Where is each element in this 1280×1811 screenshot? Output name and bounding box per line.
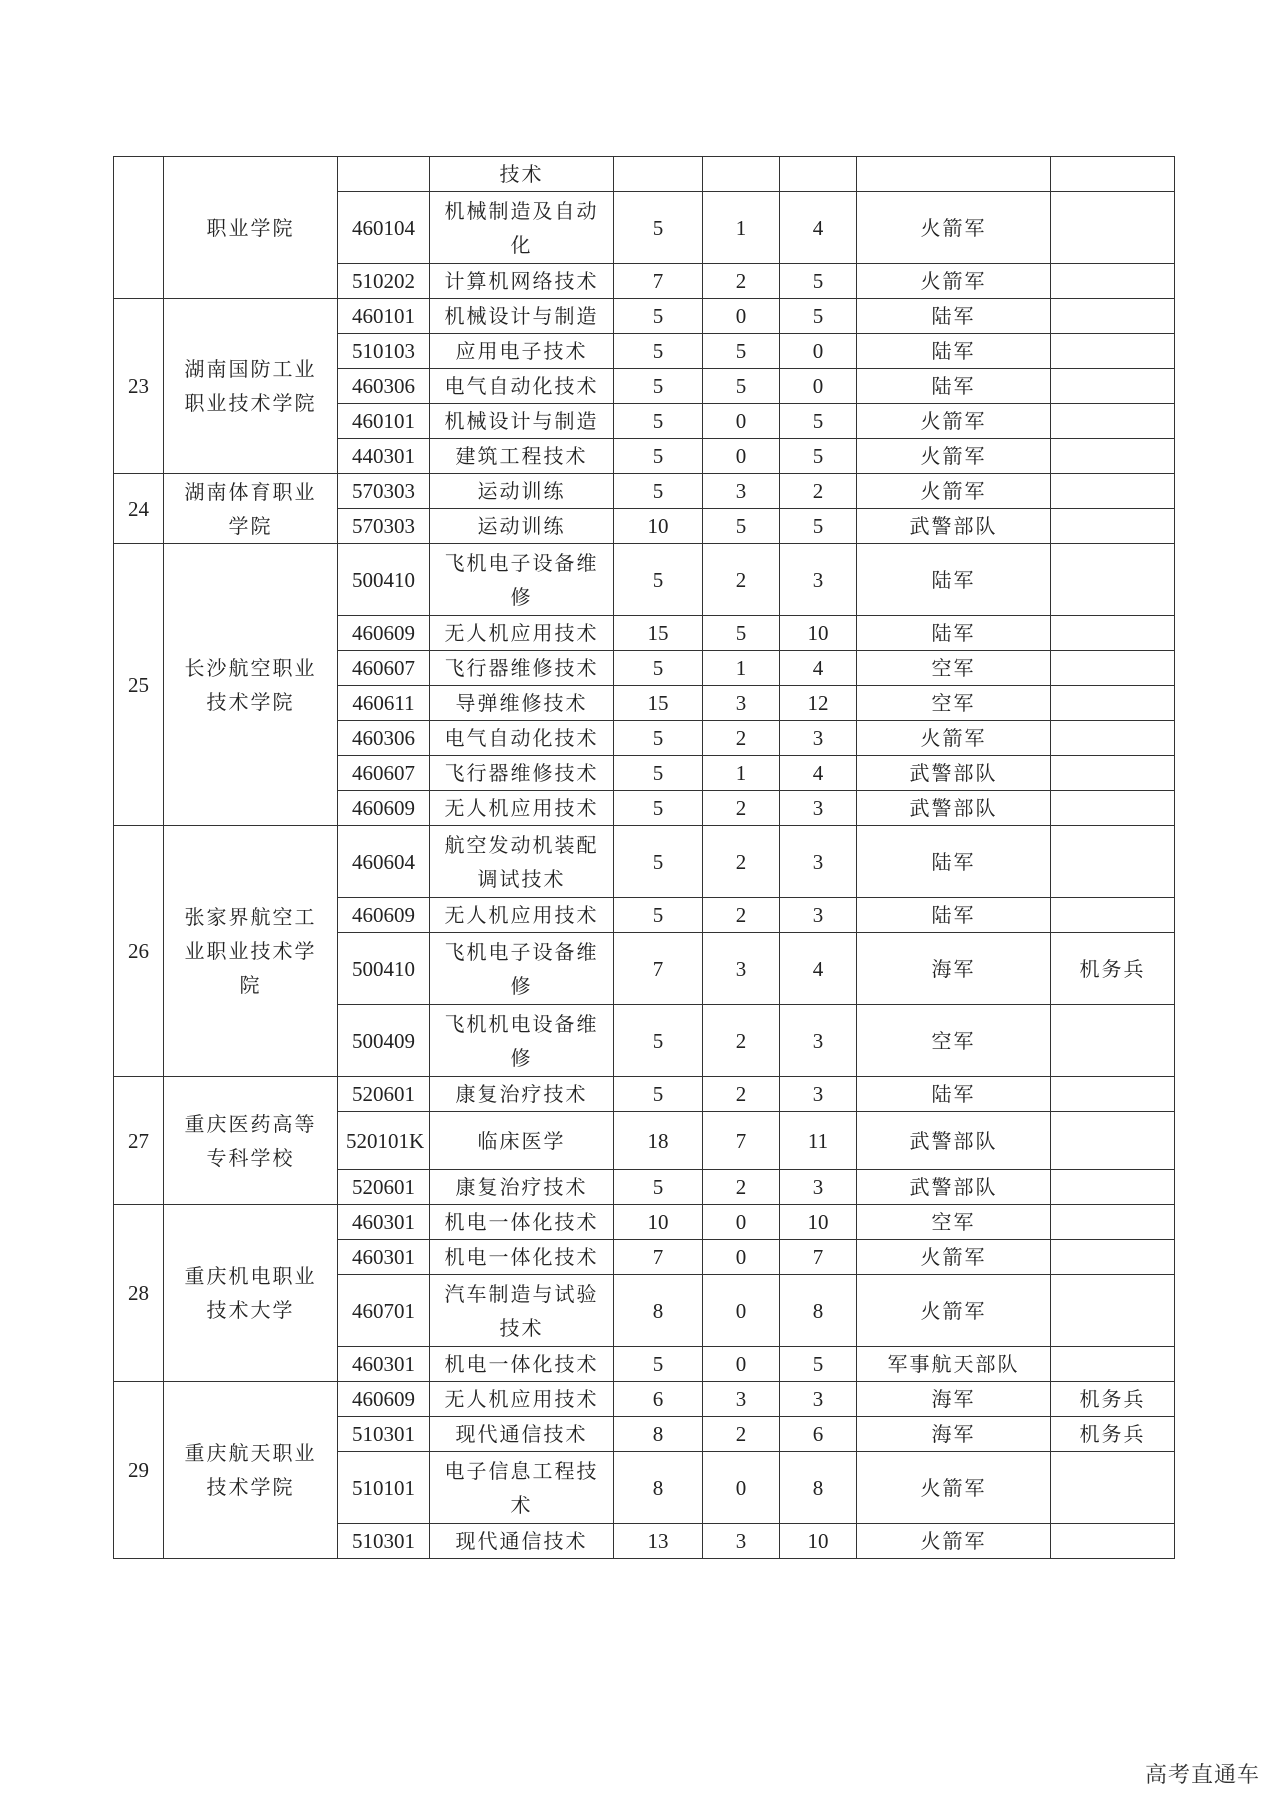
row-index: 28 bbox=[114, 1205, 164, 1382]
major-name: 机电一体化技术 bbox=[430, 1205, 614, 1240]
plan-male: 0 bbox=[703, 299, 780, 334]
major-code: 460306 bbox=[338, 369, 430, 404]
plan-male: 3 bbox=[703, 474, 780, 509]
major-name: 康复治疗技术 bbox=[430, 1170, 614, 1205]
major-code: 510101 bbox=[338, 1452, 430, 1524]
plan-male: 5 bbox=[703, 509, 780, 544]
row-index: 25 bbox=[114, 544, 164, 826]
major-code: 460604 bbox=[338, 826, 430, 898]
major-name: 无人机应用技术 bbox=[430, 898, 614, 933]
plan-total bbox=[614, 157, 703, 192]
major-code: 570303 bbox=[338, 509, 430, 544]
plan-female: 11 bbox=[780, 1112, 857, 1170]
major-name: 无人机应用技术 bbox=[430, 1382, 614, 1417]
plan-female: 0 bbox=[780, 369, 857, 404]
service-branch: 火箭军 bbox=[857, 1240, 1051, 1275]
plan-total: 10 bbox=[614, 1205, 703, 1240]
major-name: 应用电子技术 bbox=[430, 334, 614, 369]
remark bbox=[1051, 299, 1175, 334]
plan-male: 3 bbox=[703, 1524, 780, 1559]
major-name: 航空发动机装配调试技术 bbox=[430, 826, 614, 898]
plan-male: 7 bbox=[703, 1112, 780, 1170]
plan-female: 5 bbox=[780, 509, 857, 544]
row-index: 26 bbox=[114, 826, 164, 1077]
major-code: 460609 bbox=[338, 616, 430, 651]
service-branch: 陆军 bbox=[857, 299, 1051, 334]
plan-female: 10 bbox=[780, 1205, 857, 1240]
source-watermark: 高考直通车 bbox=[1144, 1763, 1260, 1788]
plan-female: 3 bbox=[780, 1170, 857, 1205]
major-code: 460607 bbox=[338, 756, 430, 791]
major-code: 460301 bbox=[338, 1240, 430, 1275]
remark bbox=[1051, 1240, 1175, 1275]
row-index: 24 bbox=[114, 474, 164, 544]
major-name: 电气自动化技术 bbox=[430, 721, 614, 756]
plan-total: 5 bbox=[614, 756, 703, 791]
plan-male: 2 bbox=[703, 1005, 780, 1077]
plan-total: 5 bbox=[614, 826, 703, 898]
major-code: 460301 bbox=[338, 1347, 430, 1382]
school-name: 重庆航天职业技术学院 bbox=[164, 1382, 338, 1559]
table-row bbox=[114, 474, 1175, 509]
major-code: 520601 bbox=[338, 1170, 430, 1205]
plan-female: 5 bbox=[780, 264, 857, 299]
major-name: 建筑工程技术 bbox=[430, 439, 614, 474]
table-row bbox=[114, 826, 1175, 898]
plan-female: 3 bbox=[780, 791, 857, 826]
major-code: 510301 bbox=[338, 1524, 430, 1559]
remark bbox=[1051, 651, 1175, 686]
plan-male: 2 bbox=[703, 1077, 780, 1112]
service-branch: 火箭军 bbox=[857, 404, 1051, 439]
plan-male: 2 bbox=[703, 264, 780, 299]
service-branch: 空军 bbox=[857, 1005, 1051, 1077]
major-name: 飞机机电设备维修 bbox=[430, 1005, 614, 1077]
major-code: 460101 bbox=[338, 299, 430, 334]
service-branch: 陆军 bbox=[857, 334, 1051, 369]
plan-male bbox=[703, 157, 780, 192]
plan-female: 3 bbox=[780, 898, 857, 933]
plan-female: 6 bbox=[780, 1417, 857, 1452]
plan-male: 1 bbox=[703, 756, 780, 791]
remark bbox=[1051, 192, 1175, 264]
service-branch: 火箭军 bbox=[857, 192, 1051, 264]
service-branch: 空军 bbox=[857, 1205, 1051, 1240]
remark bbox=[1051, 756, 1175, 791]
plan-total: 5 bbox=[614, 1170, 703, 1205]
plan-male: 0 bbox=[703, 404, 780, 439]
major-name: 临床医学 bbox=[430, 1112, 614, 1170]
plan-male: 0 bbox=[703, 1205, 780, 1240]
service-branch bbox=[857, 157, 1051, 192]
plan-total: 5 bbox=[614, 898, 703, 933]
major-name: 计算机网络技术 bbox=[430, 264, 614, 299]
major-code: 460611 bbox=[338, 686, 430, 721]
plan-total: 10 bbox=[614, 509, 703, 544]
service-branch: 陆军 bbox=[857, 826, 1051, 898]
remark bbox=[1051, 404, 1175, 439]
plan-female: 3 bbox=[780, 1382, 857, 1417]
table-row bbox=[114, 544, 1175, 616]
service-branch: 武警部队 bbox=[857, 791, 1051, 826]
remark bbox=[1051, 791, 1175, 826]
plan-male: 0 bbox=[703, 1275, 780, 1347]
major-name: 电气自动化技术 bbox=[430, 369, 614, 404]
plan-male: 0 bbox=[703, 439, 780, 474]
plan-female: 10 bbox=[780, 616, 857, 651]
table-row bbox=[114, 1077, 1175, 1112]
plan-female: 3 bbox=[780, 544, 857, 616]
school-name: 张家界航空工业职业技术学院 bbox=[164, 826, 338, 1077]
major-code: 460701 bbox=[338, 1275, 430, 1347]
major-name: 导弹维修技术 bbox=[430, 686, 614, 721]
major-code: 510202 bbox=[338, 264, 430, 299]
major-code bbox=[338, 157, 430, 192]
plan-male: 3 bbox=[703, 1382, 780, 1417]
plan-total: 5 bbox=[614, 404, 703, 439]
major-name: 现代通信技术 bbox=[430, 1524, 614, 1559]
service-branch: 海军 bbox=[857, 1382, 1051, 1417]
plan-total: 5 bbox=[614, 299, 703, 334]
remark bbox=[1051, 721, 1175, 756]
plan-total: 13 bbox=[614, 1524, 703, 1559]
service-branch: 火箭军 bbox=[857, 1275, 1051, 1347]
school-name: 重庆医药高等专科学校 bbox=[164, 1077, 338, 1205]
service-branch: 陆军 bbox=[857, 616, 1051, 651]
plan-total: 5 bbox=[614, 1077, 703, 1112]
service-branch: 武警部队 bbox=[857, 1170, 1051, 1205]
plan-female: 4 bbox=[780, 756, 857, 791]
major-code: 500410 bbox=[338, 933, 430, 1005]
major-name: 现代通信技术 bbox=[430, 1417, 614, 1452]
plan-male: 2 bbox=[703, 1170, 780, 1205]
service-branch: 武警部队 bbox=[857, 756, 1051, 791]
remark bbox=[1051, 1005, 1175, 1077]
major-code: 460609 bbox=[338, 898, 430, 933]
major-code: 500409 bbox=[338, 1005, 430, 1077]
service-branch: 火箭军 bbox=[857, 474, 1051, 509]
plan-female bbox=[780, 157, 857, 192]
table-row bbox=[114, 1382, 1175, 1417]
plan-male: 1 bbox=[703, 192, 780, 264]
major-code: 520601 bbox=[338, 1077, 430, 1112]
remark bbox=[1051, 1275, 1175, 1347]
row-index: 23 bbox=[114, 299, 164, 474]
plan-total: 8 bbox=[614, 1452, 703, 1524]
remark bbox=[1051, 334, 1175, 369]
remark bbox=[1051, 474, 1175, 509]
plan-total: 15 bbox=[614, 616, 703, 651]
remark bbox=[1051, 1524, 1175, 1559]
major-code: 460104 bbox=[338, 192, 430, 264]
plan-male: 5 bbox=[703, 334, 780, 369]
plan-female: 7 bbox=[780, 1240, 857, 1275]
plan-male: 2 bbox=[703, 721, 780, 756]
plan-male: 2 bbox=[703, 791, 780, 826]
plan-female: 4 bbox=[780, 933, 857, 1005]
plan-male: 5 bbox=[703, 616, 780, 651]
plan-male: 5 bbox=[703, 369, 780, 404]
plan-female: 0 bbox=[780, 334, 857, 369]
plan-male: 0 bbox=[703, 1347, 780, 1382]
remark bbox=[1051, 898, 1175, 933]
plan-female: 8 bbox=[780, 1452, 857, 1524]
service-branch: 武警部队 bbox=[857, 509, 1051, 544]
remark: 机务兵 bbox=[1051, 1382, 1175, 1417]
service-branch: 火箭军 bbox=[857, 439, 1051, 474]
plan-total: 5 bbox=[614, 369, 703, 404]
service-branch: 火箭军 bbox=[857, 721, 1051, 756]
service-branch: 海军 bbox=[857, 933, 1051, 1005]
plan-male: 1 bbox=[703, 651, 780, 686]
major-name: 技术 bbox=[430, 157, 614, 192]
school-name: 湖南体育职业学院 bbox=[164, 474, 338, 544]
plan-total: 18 bbox=[614, 1112, 703, 1170]
service-branch: 空军 bbox=[857, 651, 1051, 686]
service-branch: 海军 bbox=[857, 1417, 1051, 1452]
plan-female: 2 bbox=[780, 474, 857, 509]
plan-total: 5 bbox=[614, 721, 703, 756]
service-branch: 陆军 bbox=[857, 369, 1051, 404]
service-branch: 火箭军 bbox=[857, 1524, 1051, 1559]
service-branch: 陆军 bbox=[857, 1077, 1051, 1112]
enrollment-table bbox=[113, 156, 1175, 1559]
major-code: 500410 bbox=[338, 544, 430, 616]
remark bbox=[1051, 1205, 1175, 1240]
plan-male: 3 bbox=[703, 933, 780, 1005]
plan-total: 8 bbox=[614, 1417, 703, 1452]
major-code: 460609 bbox=[338, 791, 430, 826]
plan-total: 5 bbox=[614, 192, 703, 264]
plan-female: 3 bbox=[780, 1077, 857, 1112]
row-index: 29 bbox=[114, 1382, 164, 1559]
plan-female: 5 bbox=[780, 439, 857, 474]
service-branch: 空军 bbox=[857, 686, 1051, 721]
table-row bbox=[114, 157, 1175, 192]
plan-total: 15 bbox=[614, 686, 703, 721]
table-row bbox=[114, 1205, 1175, 1240]
plan-total: 6 bbox=[614, 1382, 703, 1417]
plan-female: 4 bbox=[780, 192, 857, 264]
remark bbox=[1051, 1347, 1175, 1382]
remark bbox=[1051, 1077, 1175, 1112]
plan-total: 7 bbox=[614, 264, 703, 299]
plan-female: 3 bbox=[780, 1005, 857, 1077]
plan-total: 7 bbox=[614, 1240, 703, 1275]
major-name: 运动训练 bbox=[430, 474, 614, 509]
major-name: 康复治疗技术 bbox=[430, 1077, 614, 1112]
plan-male: 2 bbox=[703, 826, 780, 898]
service-branch: 火箭军 bbox=[857, 264, 1051, 299]
plan-total: 5 bbox=[614, 791, 703, 826]
plan-total: 5 bbox=[614, 651, 703, 686]
plan-male: 0 bbox=[703, 1452, 780, 1524]
remark bbox=[1051, 509, 1175, 544]
plan-male: 3 bbox=[703, 686, 780, 721]
plan-female: 5 bbox=[780, 299, 857, 334]
remark bbox=[1051, 157, 1175, 192]
major-name: 机械设计与制造 bbox=[430, 299, 614, 334]
plan-male: 2 bbox=[703, 898, 780, 933]
plan-total: 7 bbox=[614, 933, 703, 1005]
remark bbox=[1051, 369, 1175, 404]
major-code: 460101 bbox=[338, 404, 430, 439]
major-name: 机电一体化技术 bbox=[430, 1347, 614, 1382]
school-name: 湖南国防工业职业技术学院 bbox=[164, 299, 338, 474]
remark bbox=[1051, 686, 1175, 721]
school-name: 长沙航空职业技术学院 bbox=[164, 544, 338, 826]
major-code: 510301 bbox=[338, 1417, 430, 1452]
plan-male: 2 bbox=[703, 1417, 780, 1452]
plan-female: 3 bbox=[780, 721, 857, 756]
remark: 机务兵 bbox=[1051, 1417, 1175, 1452]
row-index bbox=[114, 157, 164, 299]
major-code: 570303 bbox=[338, 474, 430, 509]
service-branch: 火箭军 bbox=[857, 1452, 1051, 1524]
plan-female: 4 bbox=[780, 651, 857, 686]
remark bbox=[1051, 544, 1175, 616]
plan-total: 5 bbox=[614, 439, 703, 474]
major-name: 飞机电子设备维修 bbox=[430, 933, 614, 1005]
major-name: 机电一体化技术 bbox=[430, 1240, 614, 1275]
major-name: 电子信息工程技术 bbox=[430, 1452, 614, 1524]
remark bbox=[1051, 826, 1175, 898]
plan-male: 2 bbox=[703, 544, 780, 616]
plan-female: 8 bbox=[780, 1275, 857, 1347]
major-code: 460301 bbox=[338, 1205, 430, 1240]
remark: 机务兵 bbox=[1051, 933, 1175, 1005]
plan-total: 5 bbox=[614, 1347, 703, 1382]
plan-female: 3 bbox=[780, 826, 857, 898]
row-index: 27 bbox=[114, 1077, 164, 1205]
service-branch: 陆军 bbox=[857, 898, 1051, 933]
plan-male: 0 bbox=[703, 1240, 780, 1275]
major-code: 440301 bbox=[338, 439, 430, 474]
major-code: 460306 bbox=[338, 721, 430, 756]
plan-female: 5 bbox=[780, 404, 857, 439]
remark bbox=[1051, 439, 1175, 474]
service-branch: 军事航天部队 bbox=[857, 1347, 1051, 1382]
major-name: 机械制造及自动化 bbox=[430, 192, 614, 264]
plan-total: 5 bbox=[614, 334, 703, 369]
remark bbox=[1051, 264, 1175, 299]
major-name: 无人机应用技术 bbox=[430, 791, 614, 826]
service-branch: 武警部队 bbox=[857, 1112, 1051, 1170]
major-name: 汽车制造与试验技术 bbox=[430, 1275, 614, 1347]
school-name: 职业学院 bbox=[164, 157, 338, 299]
major-code: 460607 bbox=[338, 651, 430, 686]
major-name: 飞行器维修技术 bbox=[430, 756, 614, 791]
remark bbox=[1051, 1452, 1175, 1524]
major-code: 510103 bbox=[338, 334, 430, 369]
remark bbox=[1051, 1170, 1175, 1205]
major-name: 飞机电子设备维修 bbox=[430, 544, 614, 616]
plan-total: 5 bbox=[614, 1005, 703, 1077]
major-code: 520101K bbox=[338, 1112, 430, 1170]
major-code: 460609 bbox=[338, 1382, 430, 1417]
plan-total: 5 bbox=[614, 544, 703, 616]
remark bbox=[1051, 1112, 1175, 1170]
plan-total: 8 bbox=[614, 1275, 703, 1347]
major-name: 无人机应用技术 bbox=[430, 616, 614, 651]
major-name: 运动训练 bbox=[430, 509, 614, 544]
service-branch: 陆军 bbox=[857, 544, 1051, 616]
table-row bbox=[114, 299, 1175, 334]
plan-female: 10 bbox=[780, 1524, 857, 1559]
school-name: 重庆机电职业技术大学 bbox=[164, 1205, 338, 1382]
major-name: 飞行器维修技术 bbox=[430, 651, 614, 686]
plan-total: 5 bbox=[614, 474, 703, 509]
plan-female: 5 bbox=[780, 1347, 857, 1382]
plan-female: 12 bbox=[780, 686, 857, 721]
remark bbox=[1051, 616, 1175, 651]
major-name: 机械设计与制造 bbox=[430, 404, 614, 439]
